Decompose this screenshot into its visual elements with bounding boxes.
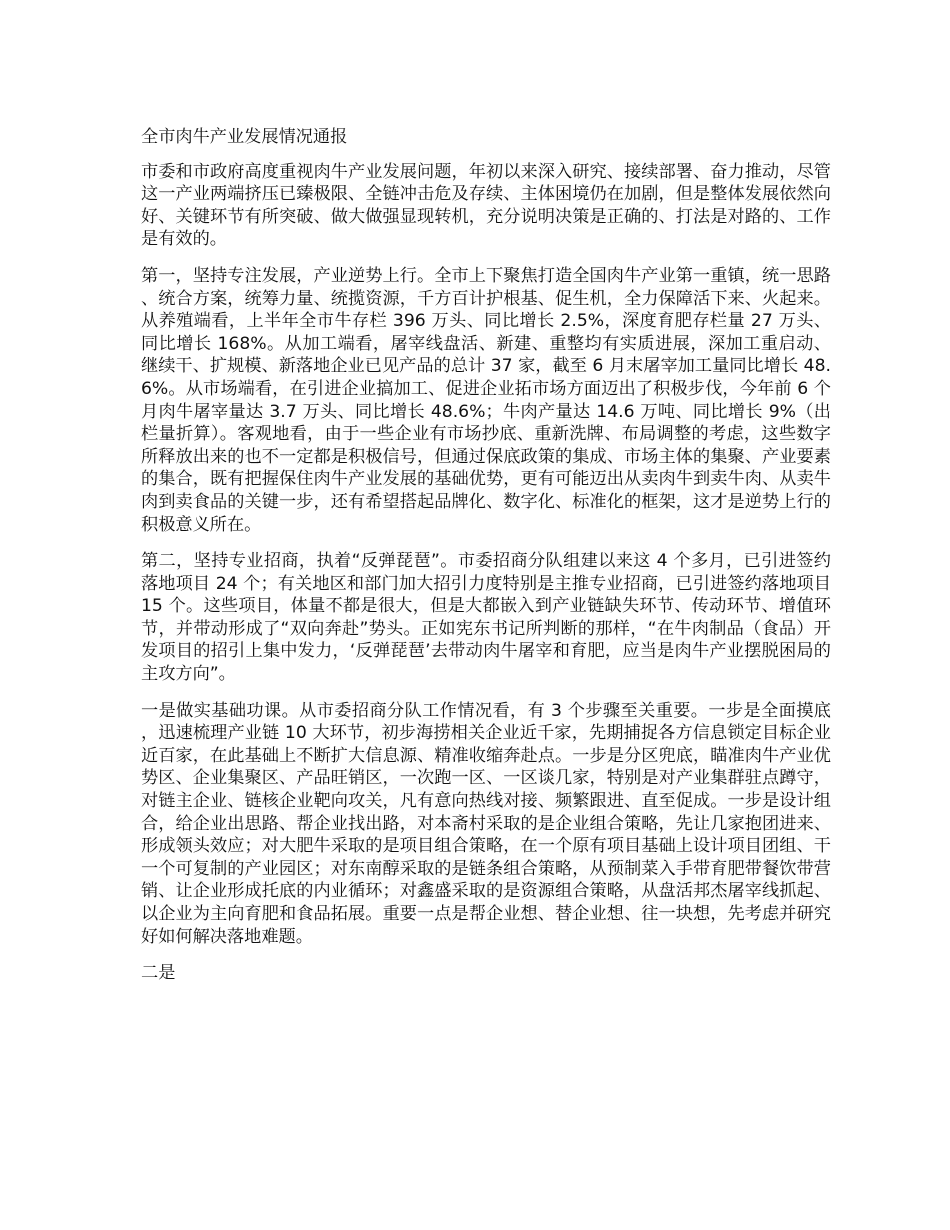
paragraph-sub-point-two: 二是	[141, 963, 176, 984]
document-title: 全市肉牛产业发展情况通报	[141, 127, 348, 147]
paragraph-second-point: 第二，坚持专业招商，执着“反弹琵琶”。市委招商分队组建以来这 4 个多月，已引进签约落地项目 24 个；有关地区和部门加大招引力度特别是主推专业招商，已引进签约落地项目 15 个。这些项目，体量不都是很大，但是大都嵌入到产业链缺失环节、传动环节、增值环节，并带动形成了“双向奔赴”势头。正如宪东书记所判断的那样，“在牛肉制品（食品）开发项目的招引上集中发力，‘反弹琵琶’去带动肉牛屠宰和育肥，应当是肉牛产业摆脱困局的主攻方向”。	[141, 551, 831, 685]
paragraph-sub-point-one: 一是做实基础功课。从市委招商分队工作情况看，有 3 个步骤至关重要。一步是全面摸底，迅速梳理产业链 10 大环节，初步海捞相关企业近千家，先期捕捉各方信息锁定目标企业近百家，在此基础上不断扩大信息源、精准收缩奔赴点。一步是分区兜底，瞄准肉牛产业优势区、企业集聚区、产品旺销区，一次跑一区、一区谈几家，特别是对产业集群驻点蹲守，对链主企业、链核企业靶向攻关，凡有意向热线对接、频繁跟进、直至促成。一步是设计组合，给企业出思路、帮企业找出路，对本斋村采取的是企业组合策略，先让几家抱团进来、形成领头效应；对大肥牛采取的是项目组合策略，在一个原有项目基础上设计项目团组、干一个可复制的产业园区；对东南醇采取的是链条组合策略，从预制菜入手带育肥带餐饮带营销、让企业形成托底的内业循环；对鑫盛采取的是资源组合策略，从盘活邦杰屠宰线抓起、以企业为主向育肥和食品拓展。重要一点是帮企业想、替企业想、往一块想，先考虑并研究好如何解决落地难题。	[141, 700, 831, 947]
document-page	[141, 126, 831, 999]
paragraph-first-point: 第一，坚持专注发展，产业逆势上行。全市上下聚焦打造全国肉牛产业第一重镇，统一思路、统合方案，统筹力量、统揽资源，千方百计护根基、促生机，全力保障活下来、火起来。从养殖端看，上半年全市牛存栏 396 万头、同比增长 2.5%，深度育肥存栏量 27 万头、同比增长 168%。从加工端看，屠宰线盘活、新建、重整均有实质进展，深加工重启动、继续干、扩规模、新落地企业已见产品的总计 37 家，截至 6 月末屠宰加工量同比增长 48.6%。从市场端看，在引进企业搞加工、促进企业拓市场方面迈出了积极步伐，今年前 6 个月肉牛屠宰量达 3.7 万头、同比增长 48.6%；牛肉产量达 14.6 万吨、同比增长 9%（出栏量折算）。客观地看，由于一些企业有市场抄底、重新洗牌、布局调整的考虑，这些数字所释放出来的也不一定都是积极信号，但通过保底政策的集成、市场主体的集聚、产业要素的集合，既有把握保住肉牛产业发展的基础优势，更有可能迈出从卖肉牛到卖牛肉、从卖牛肉到卖食品的关键一步，还有希望搭起品牌化、数字化、标准化的框架，这才是逆势上行的积极意义所在。	[141, 265, 831, 535]
paragraph-intro: 市委和市政府高度重视肉牛产业发展问题，年初以来深入研究、接续部署、奋力推动，尽管这一产业两端挤压已臻极限、全链冲击危及存续、主体困境仍在加剧，但是整体发展依然向好、关键环节有所突破、做大做强显现转机，充分说明决策是正确的、打法是对路的、工作是有效的。	[141, 161, 831, 250]
